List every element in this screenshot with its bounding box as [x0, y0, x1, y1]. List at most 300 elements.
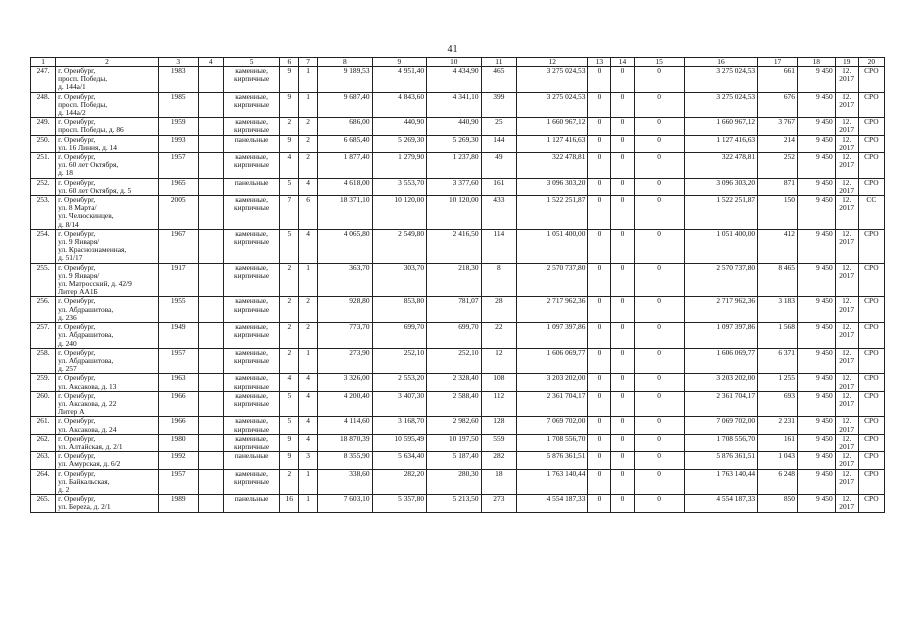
floors-cell: 2 — [280, 469, 299, 495]
method-cell: СРО — [858, 135, 884, 152]
address-line: Литер АА1Б — [58, 287, 98, 297]
wall-material-cell — [223, 469, 280, 495]
column-4-cell — [198, 495, 223, 512]
entrances-cell: 1 — [299, 469, 318, 495]
period-line: 12. — [842, 348, 852, 357]
total-cost-cell: 1 097 397,86 — [517, 323, 588, 349]
address-line: ул. Алтайская, д. 2/1 — [58, 441, 123, 451]
column-15-cell: 0 — [634, 391, 684, 417]
wall-material-cell — [223, 67, 280, 93]
wall-material-line: кирпичные — [234, 99, 270, 109]
column-18-cell: 9 450 — [797, 323, 835, 349]
column-number-10: 10 — [427, 58, 481, 67]
column-4-cell — [198, 229, 223, 263]
floors-cell: 9 — [280, 434, 299, 451]
column-16-cell: 3 203 202,00 — [684, 374, 757, 391]
address-line: г. Оренбург, — [58, 348, 96, 357]
table-row — [31, 263, 885, 297]
address-line: д. 8/14 — [58, 219, 79, 229]
method-cell: СРО — [858, 374, 884, 391]
address-line: ул. Аксакова, д. 22 — [58, 398, 117, 408]
column-18-cell: 9 450 — [797, 348, 835, 374]
address-line: г. Оренбург, — [58, 178, 96, 187]
column-14-cell: 0 — [611, 178, 634, 195]
column-17-cell: 1 255 — [758, 374, 798, 391]
method-cell: СРО — [858, 263, 884, 297]
address-cell — [56, 135, 159, 152]
buildings-table — [30, 57, 885, 513]
page-number: 41 — [447, 44, 458, 55]
column-4-cell — [198, 323, 223, 349]
entrances-cell: 4 — [299, 391, 318, 417]
total-cost-cell: 1 660 967,12 — [517, 118, 588, 135]
column-number-2: 2 — [56, 58, 159, 67]
column-16-cell: 7 069 702,00 — [684, 417, 757, 434]
total-cost-cell: 2 570 737,80 — [517, 263, 588, 297]
column-13-cell: 0 — [588, 348, 611, 374]
row-number-cell: 249. — [31, 118, 56, 135]
row-number-cell: 257. — [31, 323, 56, 349]
column-4-cell — [198, 67, 223, 93]
wall-material-cell — [223, 323, 280, 349]
total-cost-cell: 3 096 303,20 — [517, 178, 588, 195]
area-10-cell: 4 434,90 — [427, 67, 481, 93]
period-line: 12. — [842, 195, 852, 205]
year-built-cell: 2005 — [158, 196, 198, 230]
column-16-cell: 1 660 967,12 — [684, 118, 757, 135]
wall-material-cell — [223, 434, 280, 451]
column-number-11: 11 — [481, 58, 517, 67]
address-cell — [56, 178, 159, 195]
total-area-cell: 6 685,40 — [318, 135, 372, 152]
address-line: д. 51/17 — [58, 253, 83, 263]
wall-material-line: кирпичные — [234, 304, 270, 314]
column-15-cell: 0 — [634, 196, 684, 230]
column-number-18: 18 — [797, 58, 835, 67]
period-line: 12. — [842, 469, 852, 478]
entrances-cell: 4 — [299, 374, 318, 391]
wall-material-line: каменные, — [235, 322, 268, 332]
address-line: ул. Абдрашитова, — [58, 330, 114, 340]
floors-cell: 5 — [280, 417, 299, 434]
column-15-cell: 0 — [634, 374, 684, 391]
row-number-cell: 252. — [31, 178, 56, 195]
column-15-cell: 0 — [634, 135, 684, 152]
wall-material-line: каменные, — [235, 469, 268, 478]
period-line: 2017 — [839, 330, 855, 340]
year-built-cell: 1957 — [158, 153, 198, 179]
period-cell — [835, 452, 858, 469]
period-line: 12. — [842, 263, 852, 272]
address-cell — [56, 67, 159, 93]
column-17-cell: 8 465 — [758, 263, 798, 297]
year-built-cell: 1965 — [158, 178, 198, 195]
column-17-cell: 871 — [758, 178, 798, 195]
address-line: ул. Аксакова, д. 13 — [58, 381, 117, 391]
area-10-cell: 3 377,60 — [427, 178, 481, 195]
total-cost-cell: 1 051 400,00 — [517, 229, 588, 263]
column-4-cell — [198, 417, 223, 434]
column-4-cell — [198, 92, 223, 118]
total-area-cell: 9 189,53 — [318, 67, 372, 93]
period-cell — [835, 153, 858, 179]
column-4-cell — [198, 348, 223, 374]
area-9-cell: 3 407,30 — [372, 391, 426, 417]
residents-cell: 282 — [481, 452, 517, 469]
wall-material-line: каменные, — [235, 66, 268, 75]
area-10-cell: 781,07 — [427, 297, 481, 323]
area-10-cell: 4 341,10 — [427, 92, 481, 118]
table-row — [31, 323, 885, 349]
period-line: 2017 — [839, 142, 855, 152]
column-18-cell: 9 450 — [797, 153, 835, 179]
wall-material-cell — [223, 92, 280, 118]
period-line: 12. — [842, 373, 852, 383]
column-14-cell: 0 — [611, 417, 634, 434]
wall-material-cell — [223, 417, 280, 434]
wall-material-cell — [223, 153, 280, 179]
wall-material-line: каменные, — [235, 152, 268, 162]
method-cell: СРО — [858, 67, 884, 93]
address-line: ул. 60 лет Октября, — [58, 160, 119, 170]
row-number-cell: 265. — [31, 495, 56, 512]
address-cell — [56, 374, 159, 391]
residents-cell: 465 — [481, 67, 517, 93]
residents-cell: 399 — [481, 92, 517, 118]
year-built-cell: 1957 — [158, 469, 198, 495]
residents-cell: 8 — [481, 263, 517, 297]
entrances-cell: 2 — [299, 135, 318, 152]
address-cell — [56, 417, 159, 434]
wall-material-line: кирпичные — [234, 203, 270, 213]
column-18-cell: 9 450 — [797, 452, 835, 469]
method-cell: СРО — [858, 297, 884, 323]
period-line: 2017 — [839, 502, 855, 512]
row-number-cell: 263. — [31, 452, 56, 469]
total-area-cell: 7 603,10 — [318, 495, 372, 512]
residents-cell: 49 — [481, 153, 517, 179]
method-cell: СРО — [858, 178, 884, 195]
address-line: г. Оренбург, — [58, 296, 96, 306]
period-line: 2017 — [839, 304, 855, 314]
period-line: 12. — [842, 135, 852, 144]
period-cell — [835, 417, 858, 434]
area-9-cell: 4 951,40 — [372, 67, 426, 93]
area-9-cell: 853,80 — [372, 297, 426, 323]
address-line: г. Оренбург, — [58, 263, 96, 272]
row-number-cell: 250. — [31, 135, 56, 152]
address-cell — [56, 434, 159, 451]
period-line: 12. — [842, 229, 852, 238]
year-built-cell: 1980 — [158, 434, 198, 451]
address-line: г. Оренбург, — [58, 152, 96, 162]
column-4-cell — [198, 118, 223, 135]
year-built-cell: 1992 — [158, 452, 198, 469]
address-cell — [56, 391, 159, 417]
column-number-12: 12 — [517, 58, 588, 67]
column-14-cell: 0 — [611, 229, 634, 263]
column-number-7: 7 — [299, 58, 318, 67]
address-cell — [56, 452, 159, 469]
table-row — [31, 92, 885, 118]
row-number-cell: 256. — [31, 297, 56, 323]
wall-material-cell — [223, 263, 280, 297]
residents-cell: 161 — [481, 178, 517, 195]
column-17-cell: 252 — [758, 153, 798, 179]
wall-material-line: каменные, — [235, 434, 268, 443]
method-cell: СРО — [858, 118, 884, 135]
row-number-cell: 262. — [31, 434, 56, 451]
address-cell — [56, 118, 159, 135]
table-row — [31, 434, 885, 451]
wall-material-line: кирпичные — [234, 441, 270, 451]
column-14-cell: 0 — [611, 196, 634, 230]
residents-cell: 433 — [481, 196, 517, 230]
column-16-cell: 3 096 303,20 — [684, 178, 757, 195]
column-18-cell: 9 450 — [797, 374, 835, 391]
address-line: ул. 16 Линия, д. 14 — [58, 142, 117, 152]
method-cell: СРО — [858, 391, 884, 417]
wall-material-cell — [223, 374, 280, 391]
wall-material-cell — [223, 118, 280, 135]
total-area-cell: 686,00 — [318, 118, 372, 135]
column-17-cell: 2 231 — [758, 417, 798, 434]
method-cell: СРО — [858, 452, 884, 469]
total-area-cell: 8 355,90 — [318, 452, 372, 469]
period-line: 2017 — [839, 424, 855, 434]
period-line: 12. — [842, 152, 852, 162]
floors-cell: 4 — [280, 374, 299, 391]
column-16-cell: 2 361 704,17 — [684, 391, 757, 417]
wall-material-cell — [223, 229, 280, 263]
wall-material-line: панельные — [234, 178, 269, 187]
total-cost-cell: 1 708 556,70 — [517, 434, 588, 451]
area-10-cell: 2 416,50 — [427, 229, 481, 263]
method-cell: СРО — [858, 229, 884, 263]
column-15-cell: 0 — [634, 417, 684, 434]
row-number-cell: 259. — [31, 374, 56, 391]
period-cell — [835, 348, 858, 374]
wall-material-line: каменные, — [235, 416, 268, 426]
table-row — [31, 196, 885, 230]
column-4-cell — [198, 297, 223, 323]
column-16-cell: 322 478,81 — [684, 153, 757, 179]
table-row — [31, 417, 885, 434]
area-10-cell: 699,70 — [427, 323, 481, 349]
column-4-cell — [198, 452, 223, 469]
column-14-cell: 0 — [611, 374, 634, 391]
column-17-cell: 214 — [758, 135, 798, 152]
total-area-cell: 4 114,60 — [318, 417, 372, 434]
area-10-cell: 10 197,50 — [427, 434, 481, 451]
column-4-cell — [198, 178, 223, 195]
column-15-cell: 0 — [634, 434, 684, 451]
wall-material-cell — [223, 495, 280, 512]
floors-cell: 2 — [280, 297, 299, 323]
table-row — [31, 118, 885, 135]
area-9-cell: 5 269,30 — [372, 135, 426, 152]
address-line: ул. Краснознаменная, — [58, 245, 127, 255]
address-line: ул. Абдрашитова, — [58, 304, 114, 314]
entrances-cell: 1 — [299, 263, 318, 297]
area-10-cell: 280,30 — [427, 469, 481, 495]
column-17-cell: 1 043 — [758, 452, 798, 469]
period-line: 2017 — [839, 476, 855, 486]
year-built-cell: 1985 — [158, 92, 198, 118]
column-18-cell: 9 450 — [797, 263, 835, 297]
column-15-cell: 0 — [634, 67, 684, 93]
residents-cell: 144 — [481, 135, 517, 152]
column-15-cell: 0 — [634, 118, 684, 135]
address-line: г. Оренбург, — [58, 135, 96, 144]
column-17-cell: 661 — [758, 67, 798, 93]
method-cell: СРО — [858, 434, 884, 451]
wall-material-line: кирпичные — [234, 381, 270, 391]
column-15-cell: 0 — [634, 263, 684, 297]
address-line: просп. Победы, д. 86 — [58, 125, 124, 135]
address-line: ул. Байкальская, — [58, 476, 110, 486]
column-14-cell: 0 — [611, 434, 634, 451]
column-14-cell: 0 — [611, 297, 634, 323]
area-9-cell: 2 553,20 — [372, 374, 426, 391]
wall-material-line: кирпичные — [234, 270, 270, 280]
method-cell: СРО — [858, 469, 884, 495]
column-16-cell: 1 708 556,70 — [684, 434, 757, 451]
total-cost-cell: 1 127 416,63 — [517, 135, 588, 152]
column-4-cell — [198, 434, 223, 451]
table-row — [31, 391, 885, 417]
column-17-cell: 412 — [758, 229, 798, 263]
column-4-cell — [198, 374, 223, 391]
wall-material-line: каменные, — [235, 296, 268, 306]
column-18-cell: 9 450 — [797, 469, 835, 495]
column-16-cell: 1 097 397,86 — [684, 323, 757, 349]
column-13-cell: 0 — [588, 391, 611, 417]
row-number-cell: 264. — [31, 469, 56, 495]
column-18-cell: 9 450 — [797, 135, 835, 152]
wall-material-line: панельные — [234, 494, 269, 504]
column-17-cell: 6 371 — [758, 348, 798, 374]
total-cost-cell: 3 203 202,00 — [517, 374, 588, 391]
period-cell — [835, 374, 858, 391]
address-cell — [56, 469, 159, 495]
column-18-cell: 9 450 — [797, 92, 835, 118]
total-area-cell: 928,80 — [318, 297, 372, 323]
column-number-16: 16 — [684, 58, 757, 67]
address-line: д. 144а/2 — [58, 108, 86, 118]
wall-material-cell — [223, 196, 280, 230]
column-13-cell: 0 — [588, 178, 611, 195]
column-18-cell: 9 450 — [797, 178, 835, 195]
wall-material-line: каменные, — [235, 348, 268, 357]
column-18-cell: 9 450 — [797, 495, 835, 512]
column-4-cell — [198, 391, 223, 417]
address-cell — [56, 263, 159, 297]
column-13-cell: 0 — [588, 452, 611, 469]
address-line: г. Оренбург, — [58, 66, 96, 75]
area-9-cell: 1 279,90 — [372, 153, 426, 179]
period-line: 12. — [842, 178, 852, 187]
wall-material-line: кирпичные — [234, 398, 270, 408]
area-10-cell: 2 588,40 — [427, 391, 481, 417]
year-built-cell: 1966 — [158, 391, 198, 417]
entrances-cell: 4 — [299, 417, 318, 434]
address-line: д. 257 — [58, 364, 77, 374]
column-number-4: 4 — [198, 58, 223, 67]
method-cell: СРО — [858, 153, 884, 179]
entrances-cell: 1 — [299, 67, 318, 93]
column-number-17: 17 — [758, 58, 798, 67]
total-cost-cell: 3 275 024,53 — [517, 92, 588, 118]
year-built-cell: 1963 — [158, 374, 198, 391]
address-line: г. Оренбург, — [58, 229, 96, 238]
address-line: просп. Победы, — [58, 74, 108, 84]
column-15-cell: 0 — [634, 92, 684, 118]
column-15-cell: 0 — [634, 229, 684, 263]
table-row — [31, 495, 885, 512]
entrances-cell: 2 — [299, 153, 318, 179]
total-area-cell: 273,90 — [318, 348, 372, 374]
address-line: просп. Победы, — [58, 99, 108, 109]
column-13-cell: 0 — [588, 153, 611, 179]
column-14-cell: 0 — [611, 263, 634, 297]
column-number-3: 3 — [158, 58, 198, 67]
column-16-cell: 2 570 737,80 — [684, 263, 757, 297]
period-line: 2017 — [839, 270, 855, 280]
area-9-cell: 2 549,80 — [372, 229, 426, 263]
column-15-cell: 0 — [634, 178, 684, 195]
address-line: г. Оренбург, — [58, 494, 96, 504]
wall-material-line: каменные, — [235, 195, 268, 205]
address-line: г. Оренбург, — [58, 451, 96, 461]
period-line: 12. — [842, 416, 852, 426]
area-10-cell: 5 187,40 — [427, 452, 481, 469]
floors-cell: 5 — [280, 178, 299, 195]
column-number-19: 19 — [835, 58, 858, 67]
address-line: г. Оренбург, — [58, 434, 96, 443]
total-cost-cell: 322 478,81 — [517, 153, 588, 179]
period-line: 12. — [842, 66, 852, 75]
period-line: 2017 — [839, 381, 855, 391]
address-line: г. Оренбург, — [58, 469, 96, 478]
table-row — [31, 348, 885, 374]
entrances-cell: 4 — [299, 229, 318, 263]
address-cell — [56, 323, 159, 349]
period-line: 2017 — [839, 185, 855, 195]
row-number-cell: 251. — [31, 153, 56, 179]
total-area-cell: 18 371,10 — [318, 196, 372, 230]
total-area-cell: 4 618,00 — [318, 178, 372, 195]
address-line: ул. Береzа, д. 2/1 — [58, 502, 111, 512]
total-area-cell: 4 065,80 — [318, 229, 372, 263]
row-number-cell: 254. — [31, 229, 56, 263]
column-15-cell: 0 — [634, 469, 684, 495]
area-10-cell: 218,30 — [427, 263, 481, 297]
wall-material-cell — [223, 178, 280, 195]
entrances-cell: 1 — [299, 348, 318, 374]
residents-cell: 28 — [481, 297, 517, 323]
wall-material-line: кирпичные — [234, 476, 270, 486]
address-line: Литер А — [58, 407, 85, 417]
year-built-cell: 1993 — [158, 135, 198, 152]
column-16-cell: 1 606 069,77 — [684, 348, 757, 374]
wall-material-line: каменные, — [235, 92, 268, 101]
year-built-cell: 1967 — [158, 229, 198, 263]
period-line: 2017 — [839, 160, 855, 170]
period-line: 12. — [842, 494, 852, 504]
address-cell — [56, 196, 159, 230]
area-10-cell: 252,10 — [427, 348, 481, 374]
